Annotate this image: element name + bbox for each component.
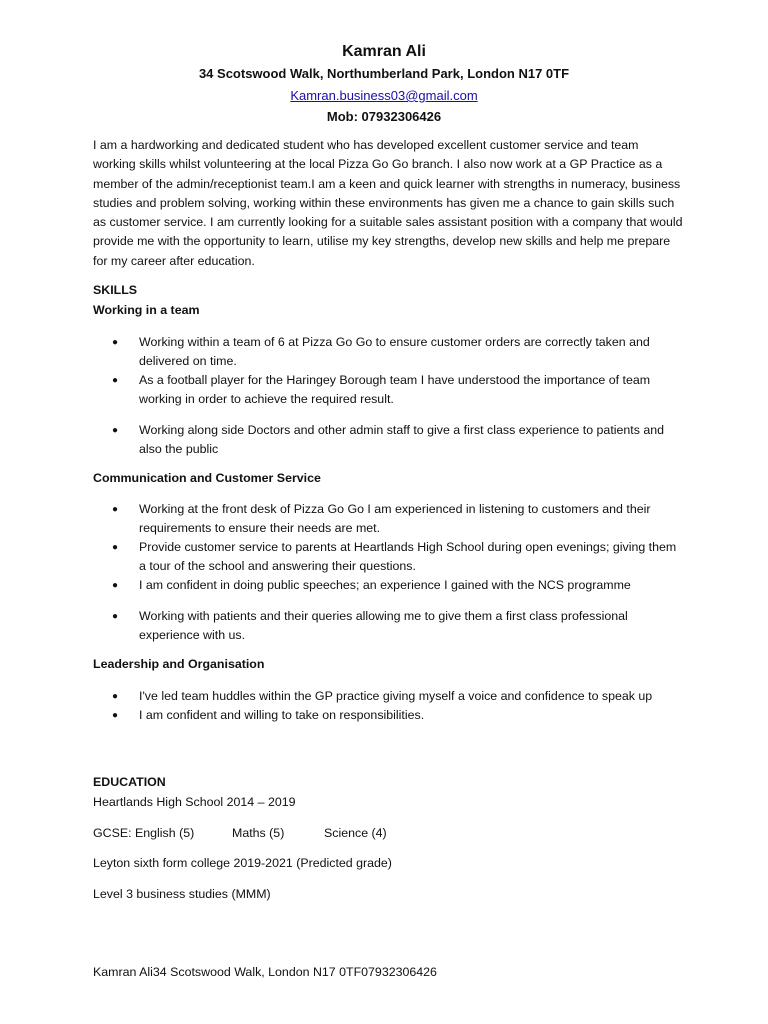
- gcse-grades: [93, 826, 387, 840]
- teamwork-heading: Working in a team: [93, 303, 200, 317]
- leadership-list: [112, 687, 682, 725]
- communication-heading: Communication and Customer Service: [93, 471, 321, 485]
- personal-summary: I am a hardworking and dedicated student who has developed excellent customer service and team working skills whilst volunteering at the local Pizza Go Go branch. I also now work at a GP Practice as a member of the admin/receptionist team.I am a keen and quick learner with strengths in numeracy, business studies and problem solving, working within these environments has given me a chance to gain skills such as customer service. I am currently looking for a suitable sales assistant position with a company that would provide me with the opportunity to learn, utilise my key strengths, develop new skills and help me prepare for my career after education.: [93, 138, 683, 268]
- list-item: ● I am confident and willing to take on responsibilities.: [112, 706, 682, 725]
- page-footer: Kamran Ali34 Scotswood Walk, London N17 0TF07932306426: [93, 965, 437, 979]
- school-entry: Heartlands High School 2014 – 2019: [93, 795, 296, 809]
- course-entry: Level 3 business studies (MMM): [93, 887, 271, 901]
- teamwork-list: [112, 333, 682, 459]
- gcse-maths: Maths (5): [232, 826, 285, 840]
- leadership-heading: Leadership and Organisation: [93, 657, 265, 671]
- address-line: 34 Scotswood Walk, Northumberland Park, London N17 0TF: [198, 66, 570, 81]
- gcse-english: GCSE: English (5): [93, 826, 195, 840]
- list-item: ● Working at the front desk of Pizza Go Go I am experienced in listening to customers and their requirements to ensure their needs are met.: [112, 500, 682, 538]
- list-item: ● Working with patients and their queries allowing me to give them a first class professional experience with us.: [112, 607, 682, 645]
- mobile-number: Mob: 07932306426: [326, 109, 442, 124]
- list-item: ● Provide customer service to parents at Heartlands High School during open evenings; giving them a tour of the school and answering their questions.: [112, 538, 682, 576]
- college-entry: Leyton sixth form college 2019-2021 (Predicted grade): [93, 856, 392, 870]
- email-link[interactable]: Kamran.business03@gmail.com: [290, 88, 478, 103]
- communication-list: [112, 500, 682, 645]
- candidate-name: Kamran Ali: [342, 43, 426, 60]
- list-item: ● I've led team huddles within the GP practice giving myself a voice and confidence to speak up: [112, 687, 682, 706]
- education-heading: EDUCATION: [93, 775, 166, 789]
- list-item: ● Working within a team of 6 at Pizza Go Go to ensure customer orders are correctly taken and delivered on time.: [112, 333, 682, 371]
- list-item: ● Working along side Doctors and other admin staff to give a first class experience to patients and also the public: [112, 421, 682, 459]
- list-item: ● As a football player for the Haringey Borough team I have understood the importance of team working in order to achieve the required result.: [112, 371, 682, 409]
- list-item: ● I am confident in doing public speeches; an experience I gained with the NCS programme: [112, 576, 682, 595]
- gcse-science: Science (4): [324, 826, 387, 840]
- skills-heading: SKILLS: [93, 283, 138, 297]
